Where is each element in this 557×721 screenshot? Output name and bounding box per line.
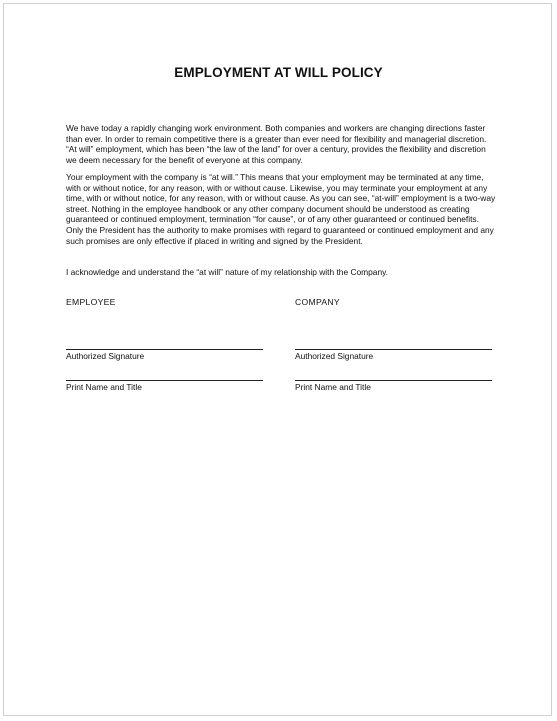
document-title: EMPLOYMENT AT WILL POLICY [174, 65, 383, 80]
company-name-line[interactable] [295, 380, 492, 381]
employee-name-line[interactable] [66, 380, 263, 381]
company-name-caption: Print Name and Title [295, 382, 371, 392]
acknowledgement-statement: I acknowledge and understand the “at will” nature of my relationship with the Company. [66, 267, 388, 277]
company-signature-line[interactable] [295, 349, 492, 350]
policy-paragraph-terms: Your employment with the company is “at will.” This means that your employment may be terminated at any time, with or without notice, for any reason, with or without cause. Likewise, you may terminate your employment at any time, with or without notice, for any reason, with or without cause. As you can see, “at-will” employment is a two-way street. Nothing in the employee handbook or any other company document should be understood as creating guaranteed or continued employment, termination “for cause”, or of any other guaranteed or continued benefits. Only the President has the authority to make promises with regard to guaranteed or continued employment and any such promises are only effective if placed in writing and signed by the President. [66, 172, 496, 246]
employee-signature-line[interactable] [66, 349, 263, 350]
employee-signature-caption: Authorized Signature [66, 351, 145, 361]
company-heading: COMPANY [295, 297, 340, 307]
employee-name-caption: Print Name and Title [66, 382, 142, 392]
company-signature-caption: Authorized Signature [295, 351, 374, 361]
policy-paragraph-intro: We have today a rapidly changing work environment. Both companies and workers are changing directions faster than ever. In order to remain competitive there is a greater than ever need for flexibility and managerial discretion. “At will” employment, which has been “the law of the land” for over a century, provides the flexibility and discretion we deem necessary for the benefit of everyone at this company. [66, 123, 487, 165]
employee-heading: EMPLOYEE [66, 297, 116, 307]
